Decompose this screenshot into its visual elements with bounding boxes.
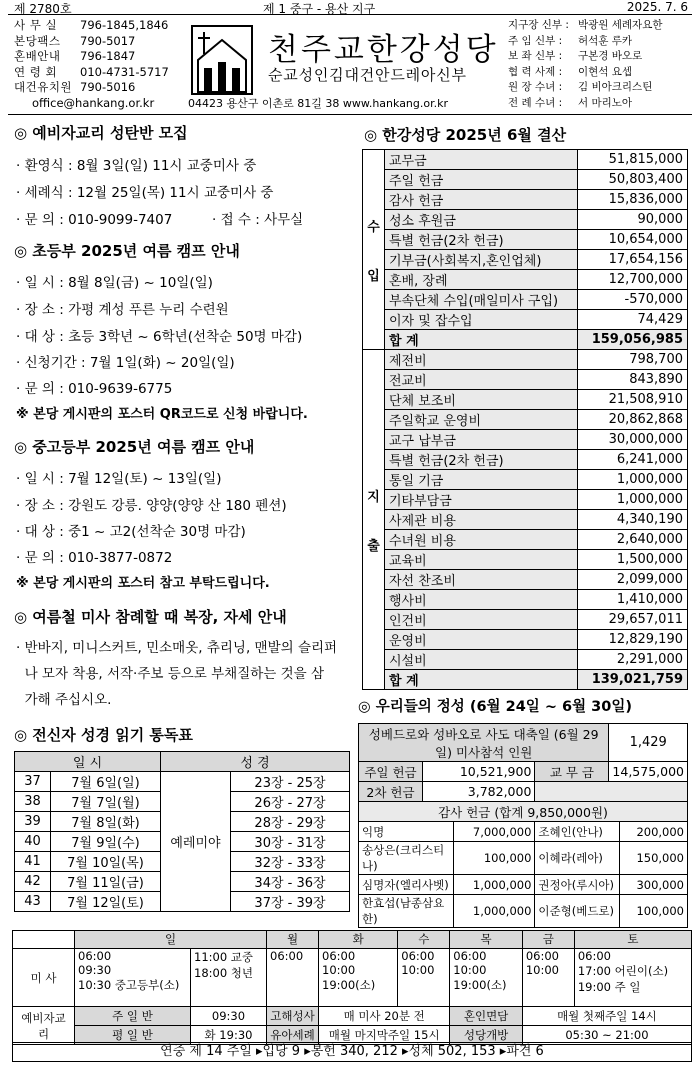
chapters: 23장 - 25장: [231, 772, 350, 792]
income-item: 감사 헌금: [385, 190, 578, 210]
notice-line: · 환영식 : 8월 3일(일) 11시 교중미사 중: [16, 158, 257, 174]
income-amount: 74,429: [578, 310, 688, 330]
finance-table: [362, 149, 688, 690]
notice-note: ※ 본당 게시판의 포스터 참고 부탁드립니다.: [16, 576, 270, 591]
expense-item: 운영비: [385, 630, 578, 650]
contact-label: 본당팩스: [14, 33, 61, 48]
church-open-label: 성당개방: [450, 1026, 523, 1045]
staff-name: 김 비아크리스틴: [578, 81, 653, 93]
staff-name: 서 마리노아: [578, 96, 633, 109]
income-item: 성소 후원금: [385, 210, 578, 230]
staff-role: 보 좌 신부 :: [508, 50, 563, 62]
table-row: [363, 290, 688, 310]
donor-name: 한효섭(남종삼요한): [359, 895, 454, 928]
table-row: [15, 772, 350, 792]
day-number: 43: [15, 892, 51, 912]
mass-times-sunday-late: 11:00 교중 18:00 청년: [191, 949, 267, 1007]
donor-name: 익명: [359, 822, 454, 842]
expense-item: 특별 헌금(2차 헌금): [385, 450, 578, 470]
table-row: [363, 170, 688, 190]
church-open-time: 05:30 ~ 21:00: [522, 1026, 691, 1045]
total-amount: 139,021,759: [578, 670, 688, 690]
contact-row: [14, 80, 184, 96]
income-amount: 90,000: [578, 210, 688, 230]
day-header: 목: [450, 931, 523, 949]
notice-note: ※ 본당 게시판의 포스터 QR코드로 신청 바랍니다.: [16, 407, 308, 422]
staff-role: 원 장 수녀 :: [508, 81, 563, 93]
confession-time: 매 미사 20분 전: [319, 1007, 450, 1026]
donor-amount: 200,000: [620, 822, 688, 842]
staff-row: [508, 80, 698, 96]
staff-name: 구본경 바오로: [578, 50, 643, 62]
table-row: [363, 650, 688, 670]
section-title-offering: ◎ 우리들의 정성 (6월 24일 ~ 6월 30일): [358, 699, 632, 715]
total-amount: 159,056,985: [578, 330, 688, 350]
contact-label: 혼배안내: [14, 49, 61, 63]
table-row: [363, 410, 688, 430]
expense-item: 전교비: [385, 370, 578, 390]
section-title-catechumen: ◎ 예비자교리 성탄반 모집: [14, 124, 188, 142]
donor-amount: 1,000,000: [453, 895, 534, 928]
income-total-row: [363, 330, 688, 350]
reading-date: 7월 11일(금): [51, 872, 161, 892]
offering-table: [358, 723, 688, 928]
income-label-2: 입: [367, 268, 380, 284]
table-row: [363, 630, 688, 650]
total-label: 합 계: [385, 670, 578, 690]
expense-amount: 20,862,868: [578, 410, 688, 430]
reading-date: 7월 10일(목): [51, 852, 161, 872]
attendance-count: 1,429: [609, 724, 688, 762]
donor-name: 이준형(베드로): [535, 895, 620, 928]
contact-value: 010-4731-5717: [80, 64, 169, 79]
day-number: 41: [15, 852, 51, 872]
table-row: [363, 230, 688, 250]
mass-times-thursday: 06:00 10:00 19:00(소): [450, 949, 523, 1007]
mass-times-sunday: 06:00 09:30 10:30 중고등부(소): [75, 949, 191, 1007]
income-label-1: 수: [367, 219, 380, 235]
contact-value: 790-5016: [80, 80, 136, 94]
notice-line: · 세례식 : 12월 25일(목) 11시 교중미사 중: [16, 185, 274, 201]
hymn-numbers: 연중 제 14 주일 ▸입당 9 ▸봉헌 340, 212 ▸성체 502, 153 ▸파견 6: [12, 1042, 692, 1062]
expense-amount: 6,241,000: [578, 450, 688, 470]
notice-line: · 장 소 : 가평 계성 푸른 누리 수련원: [16, 302, 229, 318]
expense-amount: 1,500,000: [578, 550, 688, 570]
weekday-class-time: 화 19:30: [191, 1026, 267, 1045]
expense-item: 통일 기금: [385, 470, 578, 490]
reading-date: 7월 12일(토): [51, 892, 161, 912]
attendance-label: 성베드로와 성바오로 사도 대축일 (6월 29일) 미사참석 인원: [359, 724, 609, 762]
expense-amount: 29,657,011: [578, 610, 688, 630]
table-row: [363, 370, 688, 390]
staff-row: [508, 96, 698, 112]
expense-amount: 843,890: [578, 370, 688, 390]
income-label: [363, 150, 385, 350]
expense-amount: 2,640,000: [578, 530, 688, 550]
expense-item: 행사비: [385, 590, 578, 610]
income-amount: 10,654,000: [578, 230, 688, 250]
staff-name: 허석훈 루카: [578, 34, 633, 47]
expense-item: 주일학교 운영비: [385, 410, 578, 430]
table-row: [359, 724, 688, 762]
expense-item: 제전비: [385, 350, 578, 370]
sunday-offering-amount: 10,521,900: [423, 762, 535, 782]
mass-times-tuesday: 06:00 10:00 19:00(소): [319, 949, 398, 1007]
mass-times-monday: 06:00: [267, 949, 319, 1007]
table-row: [359, 875, 688, 895]
donor-name: 송상은(크리스티나): [359, 842, 454, 875]
contact-row: [14, 18, 184, 34]
day-number: 37: [15, 772, 51, 792]
table-row: [363, 250, 688, 270]
table-header: [15, 752, 350, 772]
income-item: 교무금: [385, 150, 578, 170]
expense-amount: 2,291,000: [578, 650, 688, 670]
expense-item: 단체 보조비: [385, 390, 578, 410]
table-row: [363, 310, 688, 330]
contact-row: [14, 34, 184, 50]
notice-line: · 반바지, 미니스커트, 민소매옷, 츄리닝, 맨발의 슬리퍼: [16, 640, 338, 656]
mass-times-wednesday: 06:00 10:00: [398, 949, 450, 1007]
expense-item: 수녀원 비용: [385, 530, 578, 550]
expense-label-2: 출: [367, 538, 380, 554]
divider: [8, 114, 692, 115]
staff-role: 협 력 사제 :: [508, 65, 563, 78]
confession-label: 고해성사: [267, 1007, 319, 1026]
staff-role: 주 임 신부 :: [508, 34, 563, 47]
reading-date: 7월 8일(화): [51, 812, 161, 832]
table-row: [363, 450, 688, 470]
total-label: 합 계: [385, 330, 578, 350]
staff-row: [508, 65, 698, 81]
blank-cell: [13, 931, 75, 949]
table-row: [359, 782, 688, 802]
income-item: 혼배, 장례: [385, 270, 578, 290]
donor-amount: 1,000,000: [453, 875, 534, 895]
notice-line: 가해 주십시오.: [16, 692, 112, 708]
email: office@hankang.or.kr: [32, 95, 155, 110]
expense-amount: 12,829,190: [578, 630, 688, 650]
contact-label: 연 령 회: [14, 64, 58, 79]
bible-reading-table: [14, 751, 350, 912]
catechumen-label: 예비자교리: [13, 1007, 75, 1045]
donor-amount: 7,000,000: [453, 822, 534, 842]
income-item: 기부금(사회복지,혼인업체): [385, 250, 578, 270]
expense-amount: 4,340,190: [578, 510, 688, 530]
donor-name: 조혜인(안나): [535, 822, 620, 842]
staff-row: [508, 49, 698, 65]
contact-label: 사 무 실: [14, 18, 58, 32]
staff-row: [508, 34, 698, 50]
blank-cell: [535, 782, 688, 802]
sunday-class-label: 주 일 반: [75, 1007, 191, 1026]
income-item: 특별 헌금(2차 헌금): [385, 230, 578, 250]
day-header: 수: [398, 931, 450, 949]
table-row: [359, 802, 688, 822]
notice-line: · 접 수 : 사무실: [212, 212, 304, 228]
table-row: [359, 822, 688, 842]
expense-amount: 1,410,000: [578, 590, 688, 610]
sunday-class-time: 09:30: [191, 1007, 267, 1026]
notice-line: · 대 상 : 중1 ~ 고2(선착순 30명 마감): [16, 524, 246, 540]
table-row: [13, 949, 692, 1007]
donor-name: 이혜라(레아): [535, 842, 620, 875]
parish-title: 천주교한강성당: [268, 32, 499, 68]
expense-amount: 30,000,000: [578, 430, 688, 450]
section-title-dress-code: ◎ 여름철 미사 참례할 때 복장, 자세 안내: [14, 608, 287, 626]
table-row: [363, 270, 688, 290]
contact-label: 대건유치원: [14, 80, 73, 94]
chapters: 32장 - 33장: [231, 852, 350, 872]
table-row: [359, 842, 688, 875]
kyomu-label: 교 무 금: [535, 762, 609, 782]
contact-value: 790-5017: [80, 33, 136, 48]
table-header: [13, 931, 692, 949]
address: 04423 용산구 이촌로 81길 38 www.hankang.or.kr: [188, 97, 449, 110]
income-amount: 51,815,000: [578, 150, 688, 170]
expense-item: 자선 찬조비: [385, 570, 578, 590]
notice-line: · 일 시 : 7월 12일(토) ~ 13일(일): [16, 471, 222, 487]
day-number: 39: [15, 812, 51, 832]
day-number: 40: [15, 832, 51, 852]
staff-role: 지구장 신부 :: [508, 19, 569, 31]
column-header: 일 시: [15, 752, 161, 772]
patron-saint: 순교성인김대건안드레아신부: [268, 66, 467, 84]
issue-number: 제 2780호: [14, 2, 72, 16]
expense-amount: 2,099,000: [578, 570, 688, 590]
divider: [8, 14, 692, 15]
notice-line: · 문 의 : 010-3877-0872: [16, 550, 173, 566]
table-row: [363, 550, 688, 570]
income-amount: -570,000: [578, 290, 688, 310]
church-logo-icon: [190, 24, 254, 96]
expense-item: 인건비: [385, 610, 578, 630]
chapters: 30장 - 31장: [231, 832, 350, 852]
mass-times-friday: 06:00 10:00: [522, 949, 574, 1007]
weekday-class-label: 평 일 반: [75, 1026, 191, 1045]
bible-book: 예레미야: [161, 772, 231, 912]
table-row: [363, 430, 688, 450]
mass-schedule-table: [12, 930, 692, 1045]
donor-name: 심명자(엘리사벳): [359, 875, 454, 895]
notice-line: 나 모자 착용, 서작·주보 등으로 부채질하는 것을 삼: [16, 666, 325, 682]
sunday-offering-label: 주일 헌금: [359, 762, 423, 782]
table-row: [363, 510, 688, 530]
table-row: [363, 150, 688, 170]
expense-amount: 798,700: [578, 350, 688, 370]
expense-item: 사제관 비용: [385, 510, 578, 530]
day-number: 42: [15, 872, 51, 892]
infant-baptism-time: 매월 마지막주일 15시: [319, 1026, 450, 1045]
contact-list: [14, 18, 184, 111]
contact-value: 796-1847: [80, 49, 136, 63]
thanks-offering-title: 감사 헌금 (합계 9,850,000원): [359, 802, 688, 822]
donor-amount: 100,000: [620, 895, 688, 928]
mass-label: 미 사: [13, 949, 75, 1007]
section-title-elementary-camp: ◎ 초등부 2025년 여름 캠프 안내: [14, 242, 240, 260]
table-row: [359, 762, 688, 782]
table-row: [13, 1007, 692, 1026]
infant-baptism-label: 유아세례: [267, 1026, 319, 1045]
day-header: 화: [319, 931, 398, 949]
reading-date: 7월 7일(월): [51, 792, 161, 812]
day-number: 38: [15, 792, 51, 812]
section-title-finance: ◎ 한강성당 2025년 6월 결산: [364, 126, 567, 144]
reading-date: 7월 9일(수): [51, 832, 161, 852]
income-amount: 12,700,000: [578, 270, 688, 290]
contact-row: [14, 65, 184, 81]
top-line: [8, 0, 692, 14]
day-header: 월: [267, 931, 319, 949]
second-offering-amount: 3,782,000: [423, 782, 535, 802]
chapters: 26장 - 27장: [231, 792, 350, 812]
chapters: 28장 - 29장: [231, 812, 350, 832]
donor-amount: 150,000: [620, 842, 688, 875]
table-row: [363, 390, 688, 410]
column-header: 성 경: [161, 752, 350, 772]
kyomu-amount: 14,575,000: [609, 762, 688, 782]
income-amount: 15,836,000: [578, 190, 688, 210]
mass-times-saturday: 06:00 17:00 어린이(소) 19:00 주 일: [574, 949, 691, 1007]
table-row: [363, 190, 688, 210]
section-title-bible-reading: ◎ 전신자 성경 읽기 통독표: [14, 726, 193, 744]
income-amount: 50,803,400: [578, 170, 688, 190]
expense-item: 교육비: [385, 550, 578, 570]
income-item: 부속단체 수입(매일미사 구입): [385, 290, 578, 310]
expense-item: 시설비: [385, 650, 578, 670]
income-amount: 17,654,156: [578, 250, 688, 270]
district: 제 1 중구 - 용산 지구: [263, 2, 376, 16]
table-row: [363, 530, 688, 550]
donor-name: 권정아(루시아): [535, 875, 620, 895]
expense-label-1: 지: [367, 489, 380, 505]
notice-line: · 문 의 : 010-9639-6775: [16, 381, 173, 397]
day-header: 토: [574, 931, 691, 949]
marriage-time: 매월 첫째주일 14시: [522, 1007, 691, 1026]
table-row: [363, 610, 688, 630]
chapters: 37장 - 39장: [231, 892, 350, 912]
notice-line: · 대 상 : 초등 3학년 ~ 6학년(선착순 50명 마감): [16, 329, 303, 345]
marriage-label: 혼인면담: [450, 1007, 523, 1026]
staff-row: [508, 18, 698, 34]
section-title-youth-camp: ◎ 중고등부 2025년 여름 캠프 안내: [14, 438, 255, 456]
notice-line: · 장 소 : 강원도 강릉. 양양(양양 산 180 펜션): [16, 498, 287, 514]
staff-list: [508, 18, 698, 111]
day-header: 금: [522, 931, 574, 949]
notice-line: · 신청기간 : 7월 1일(화) ~ 20일(일): [16, 355, 235, 371]
chapters: 34장 - 36장: [231, 872, 350, 892]
expense-item: 기타부담금: [385, 490, 578, 510]
expense-total-row: [363, 670, 688, 690]
expense-amount: 1,000,000: [578, 470, 688, 490]
day-header: 일: [75, 931, 267, 949]
table-row: [363, 350, 688, 370]
contact-row: [14, 49, 184, 65]
donor-amount: 100,000: [453, 842, 534, 875]
table-row: [363, 590, 688, 610]
staff-name: 이현석 요셉: [578, 65, 633, 78]
reading-date: 7월 6일(일): [51, 772, 161, 792]
table-row: [359, 895, 688, 928]
expense-amount: 21,508,910: [578, 390, 688, 410]
expense-amount: 1,000,000: [578, 490, 688, 510]
income-item: 이자 및 잡수입: [385, 310, 578, 330]
notice-line: · 일 시 : 8월 8일(금) ~ 10일(일): [16, 275, 213, 291]
notice-line: · 문 의 : 010-9099-7407: [16, 212, 173, 228]
expense-label: [363, 350, 385, 690]
staff-name: 박광원 세례자요한: [578, 19, 663, 31]
table-row: [363, 470, 688, 490]
contact-value: 796-1845,1846: [80, 18, 169, 32]
staff-role: 전 례 수녀 :: [508, 96, 563, 109]
income-item: 주일 헌금: [385, 170, 578, 190]
table-row: [363, 210, 688, 230]
table-row: [363, 570, 688, 590]
table-row: [363, 490, 688, 510]
second-offering-label: 2차 헌금: [359, 782, 423, 802]
issue-date: 2025. 7. 6: [626, 0, 688, 14]
expense-item: 교구 납부금: [385, 430, 578, 450]
donor-amount: 300,000: [620, 875, 688, 895]
